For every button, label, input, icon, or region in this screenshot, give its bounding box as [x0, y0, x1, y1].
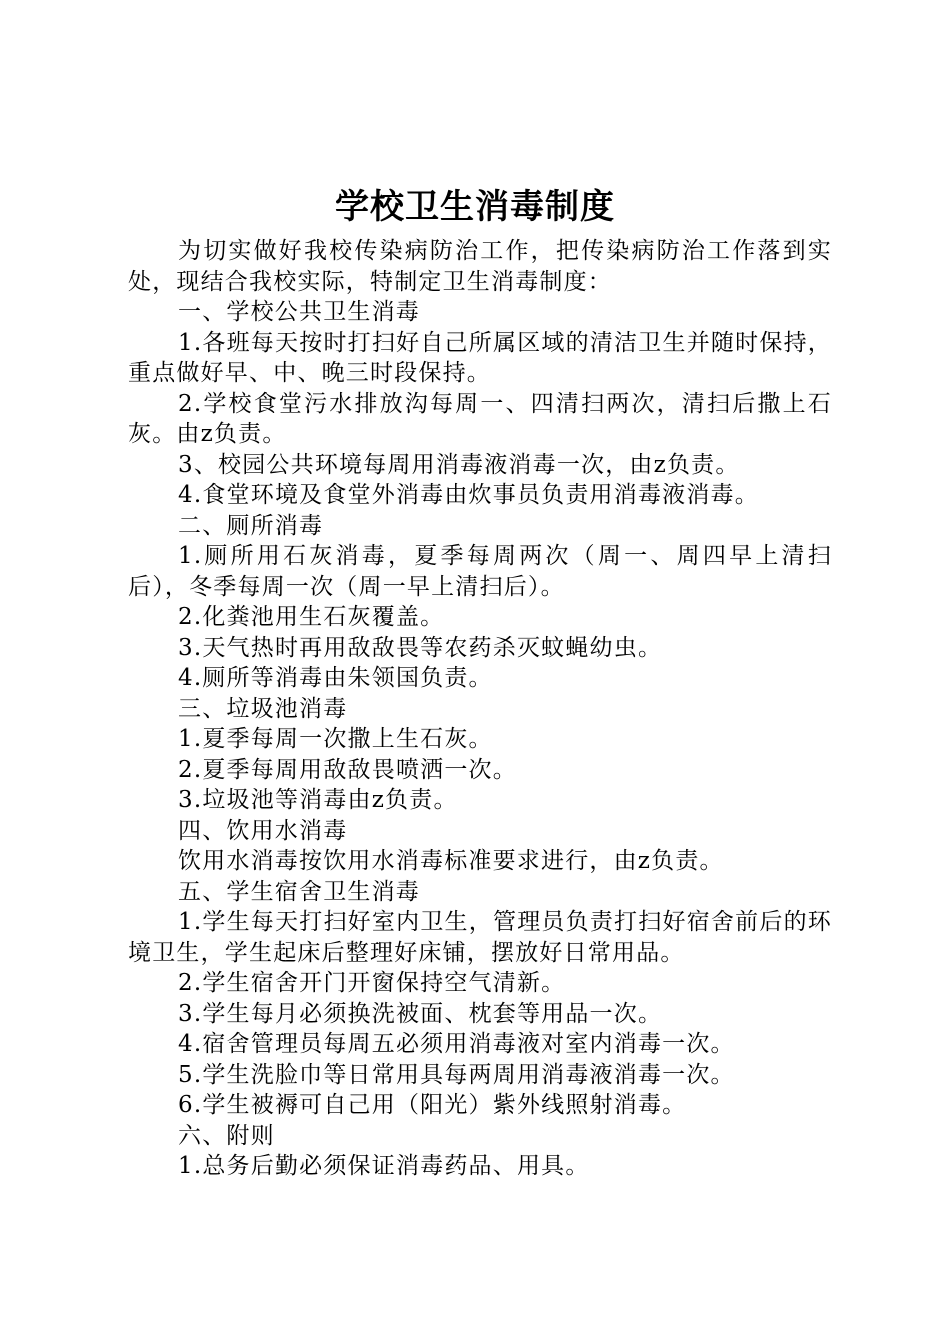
document-title: 学校卫生消毒制度 — [335, 187, 615, 227]
paragraph: 2.学校食堂污水排放沟每周一、四清扫两次，清扫后撒上石灰。由z负责。 — [128, 390, 832, 447]
paragraph: 2.学生宿舍开门开窗保持空气清新。 — [178, 970, 566, 996]
paragraph: 3.天气热时再用敌敌畏等农药杀灭蚊蝇幼虫。 — [178, 634, 663, 661]
paragraph: 1.总务后勤必须保证消毒药品、用具。 — [178, 1153, 590, 1179]
paragraph: 1.各班每天按时打扫好自己所属区域的清洁卫生并随时保持，重点做好早、中、晚三时段保持。 — [128, 329, 832, 386]
paragraph: 1.学生每天打扫好室内卫生，管理员负责打扫好宿舍前后的环境卫生，学生起床后整理好床铺，摆放好日常用品。 — [128, 909, 832, 966]
paragraph: 1.厕所用石灰消毒，夏季每周两次（周一、周四早上清扫后），冬季每周一次（周一早上清扫后）。 — [128, 543, 832, 600]
paragraph: 3.学生每月必须换洗被面、枕套等用品一次。 — [178, 1000, 663, 1027]
paragraph: 2.化粪池用生石灰覆盖。 — [178, 604, 445, 630]
paragraph: 3、校园公共环境每周用消毒液消毒一次，由z负责。 — [178, 451, 740, 478]
paragraph: 3.垃圾池等消毒由z负责。 — [178, 787, 458, 813]
paragraph: 4.厕所等消毒由朱领国负责。 — [178, 665, 493, 691]
section-heading: 六、附则 — [178, 1122, 275, 1149]
section-heading: 三、垃圾池消毒 — [178, 695, 348, 722]
section-heading: 二、厕所消毒 — [178, 512, 324, 539]
intro-paragraph: 为切实做好我校传染病防治工作，把传染病防治工作落到实处，现结合我校实际，特制定卫生消毒制度： — [128, 238, 832, 295]
section-heading: 四、饮用水消毒 — [178, 817, 348, 844]
paragraph: 4.食堂环境及食堂外消毒由炊事员负责用消毒液消毒。 — [178, 482, 759, 508]
paragraph: 4.宿舍管理员每周五必须用消毒液对室内消毒一次。 — [178, 1031, 735, 1057]
section-heading: 五、学生宿舍卫生消毒 — [178, 878, 420, 905]
paragraph: 2.夏季每周用敌敌畏喷洒一次。 — [178, 756, 517, 783]
section-heading: 一、学校公共卫生消毒 — [178, 299, 420, 325]
paragraph: 6.学生被褥可自己用（阳光）紫外线照射消毒。 — [178, 1092, 687, 1118]
paragraph: 1.夏季每周一次撒上生石灰。 — [178, 726, 493, 752]
paragraph: 5.学生洗脸巾等日常用具每两周用消毒液消毒一次。 — [178, 1061, 735, 1088]
document-body — [128, 236, 832, 1182]
paragraph: 饮用水消毒按饮用水消毒标准要求进行，由z负责。 — [178, 848, 724, 874]
